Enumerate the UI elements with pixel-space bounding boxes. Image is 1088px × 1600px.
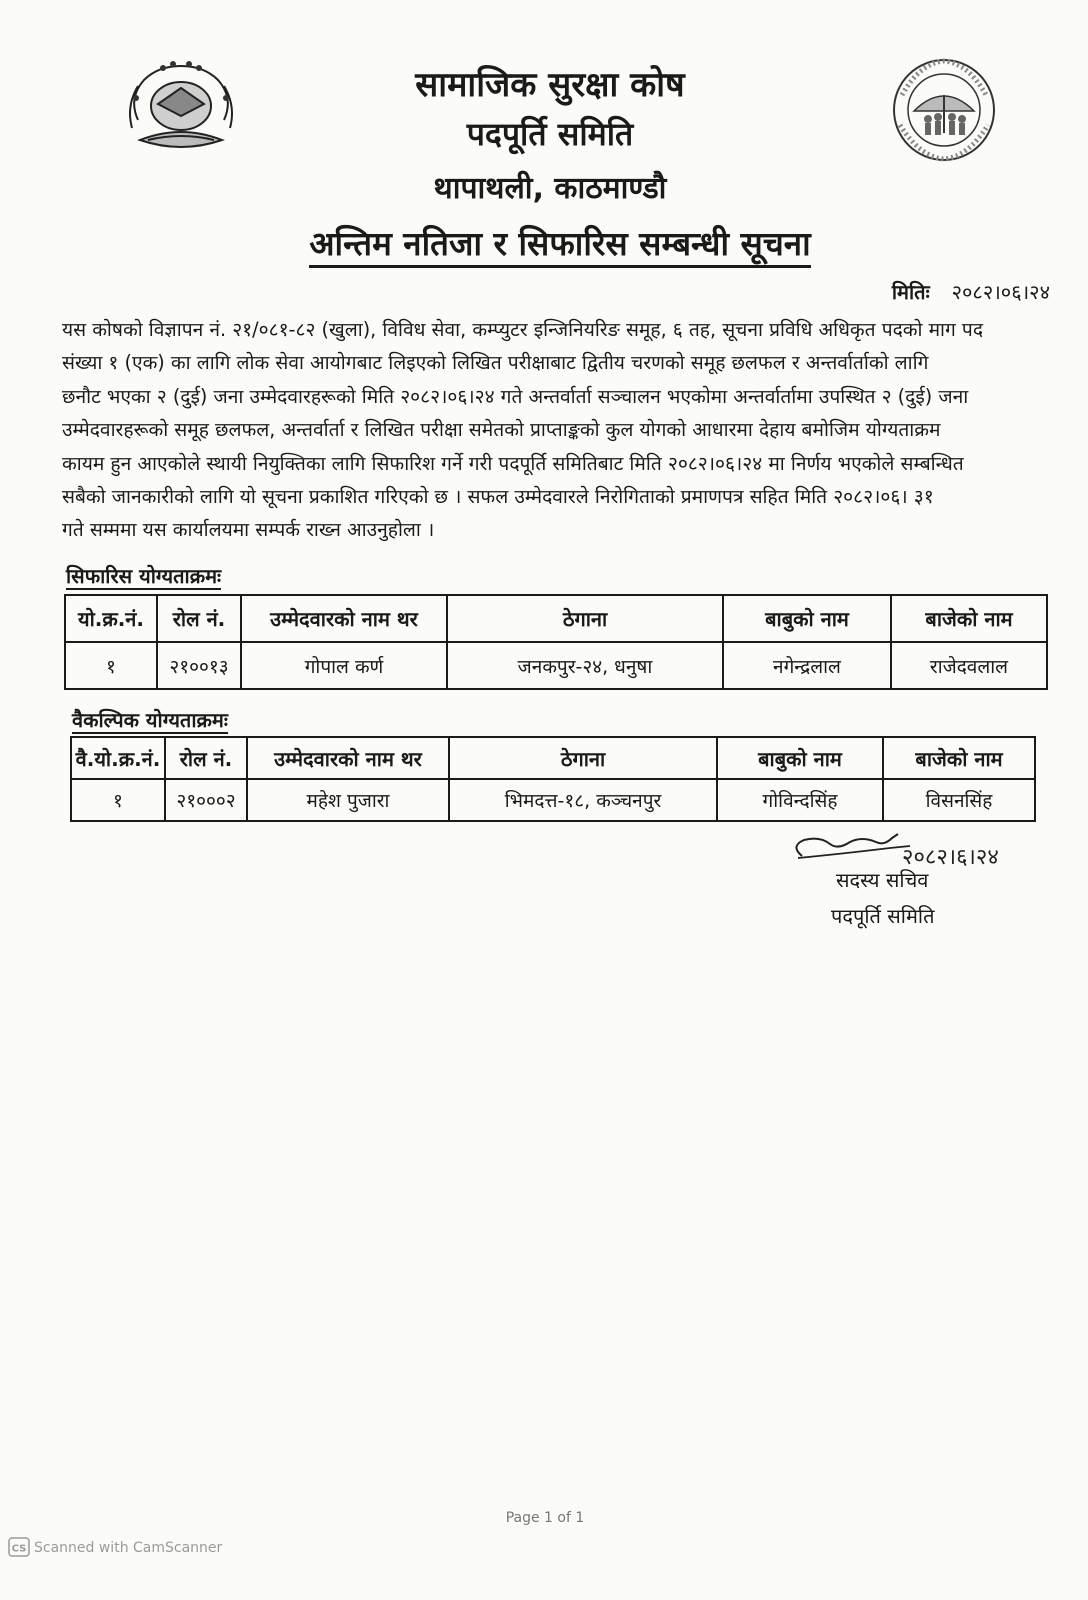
notice-body xyxy=(62,313,1046,547)
col-alt-serial: वै.यो.क्र.नं. xyxy=(71,737,165,779)
date-value: २०८२।०६।२४ xyxy=(951,280,1050,304)
alternative-table xyxy=(70,736,1036,822)
cell-name: महेश पुजारा xyxy=(247,779,449,821)
col-roll: रोल नं. xyxy=(165,737,247,779)
camscanner-badge-text: CS xyxy=(11,1543,27,1555)
page-number: Page 1 of 1 xyxy=(505,1510,585,1526)
cell-address: जनकपुर-२४, धनुषा xyxy=(447,642,723,689)
cell-father: नगेन्द्रलाल xyxy=(723,642,891,689)
date-label: मितिः xyxy=(891,280,930,304)
col-name: उम्मेदवारको नाम थर xyxy=(241,595,447,642)
org-name: सामाजिक सुरक्षा कोष xyxy=(415,65,685,105)
committee-name: पदपूर्ति समिति xyxy=(466,115,634,153)
signature-date: २०८२।६।२४ xyxy=(902,845,999,870)
office-location: थापाथली, काठमाण्डौ xyxy=(433,171,667,206)
col-grandfather: बाजेको नाम xyxy=(883,737,1035,779)
notice-line: गते सम्ममा यस कार्यालयमा सम्पर्क राख्न आउनुहोला । xyxy=(62,518,435,542)
table-header-row xyxy=(71,737,1035,779)
col-father: बाबुको नाम xyxy=(723,595,891,642)
cell-address: भिमदत्त-१८, कञ्चनपुर xyxy=(449,779,717,821)
cell-grandfather: राजेदवलाल xyxy=(891,642,1047,689)
table-header-row xyxy=(65,595,1047,642)
notice-line: कायम हुन आएकोले स्थायी नियुक्तिका लागि सिफारिश गर्ने गरी पदपूर्ति समितिबाट मिति २०८२।०६।२४ मा निर्णय भएकोले सम्बन्धित xyxy=(62,451,964,475)
col-address: ठेगाना xyxy=(447,595,723,642)
cell-roll: २१०००२ xyxy=(165,779,247,821)
col-grandfather: बाजेको नाम xyxy=(891,595,1047,642)
signatory-role: सदस्य सचिव xyxy=(836,868,929,892)
col-address: ठेगाना xyxy=(449,737,717,779)
notice-line: सबैको जानकारीको लागि यो सूचना प्रकाशित गरिएको छ । सफल उम्मेदवारले निरोगिताको प्रमाणपत्र सहित मिति २०८२।०६। ३१ xyxy=(62,485,934,509)
alternative-list-title-text: वैकल्पिक योग्यताक्रमः xyxy=(72,708,228,732)
table-row xyxy=(71,779,1035,821)
table-row xyxy=(65,642,1047,689)
col-name: उम्मेदवारको नाम थर xyxy=(247,737,449,779)
notice-date xyxy=(800,278,1050,305)
cell-name: गोपाल कर्ण xyxy=(241,642,447,689)
col-father: बाबुको नाम xyxy=(717,737,883,779)
recommended-list-title-text: सिफारिस योग्यताक्रमः xyxy=(66,564,222,588)
notice-line: छनौट भएका २ (दुई) जना उम्मेदवारहरूको मिति २०८२।०६।२४ गते अन्तर्वार्ता सञ्चालन भएकोमा अन्तर्वार्तामा उपस्थित २ (दुई) जना xyxy=(62,384,969,408)
notice-line: संख्या १ (एक) का लागि लोक सेवा आयोगबाट लिइएको लिखित परीक्षाबाट द्वितीय चरणको समूह छलफल र अन्तर्वार्ताको लागि xyxy=(62,351,929,375)
signatory-org: पदपूर्ति समिति xyxy=(831,904,935,928)
recommended-table xyxy=(64,594,1048,690)
notice-line: उम्मेदवारहरूको समूह छलफल, अन्तर्वार्ता र लिखित परीक्षा समेतको प्राप्ताङ्कको कुल योगको आधारमा देहाय बमोजिम योग्यताक्रम xyxy=(62,418,941,442)
alternative-list-title xyxy=(72,706,228,733)
scanner-watermark: Scanned with CamScanner xyxy=(34,1540,223,1556)
cell-serial: १ xyxy=(65,642,157,689)
camscanner-icon xyxy=(8,1537,30,1557)
cell-grandfather: विसनसिंह xyxy=(883,779,1035,821)
nepal-emblem-logo xyxy=(118,58,244,158)
col-roll: रोल नं. xyxy=(157,595,241,642)
cell-father: गोविन्दसिंह xyxy=(717,779,883,821)
cell-roll: २१००१३ xyxy=(157,642,241,689)
notice-title-text: अन्तिम नतिजा र सिफारिस सम्बन्धी सूचना xyxy=(309,224,810,268)
col-serial: यो.क्र.नं. xyxy=(65,595,157,642)
notice-title xyxy=(200,220,920,265)
recommended-list-title xyxy=(66,562,221,589)
social-security-fund-seal-logo xyxy=(880,55,1008,165)
notice-line: यस कोषको विज्ञापन नं. २१/०८१-८२ (खुला), विविध सेवा, कम्प्युटर इन्जिनियरिङ समूह, ६ तह, सूचना प्रविधि अधिकृत पदको माग पद xyxy=(62,318,984,341)
cell-serial: १ xyxy=(71,779,165,821)
